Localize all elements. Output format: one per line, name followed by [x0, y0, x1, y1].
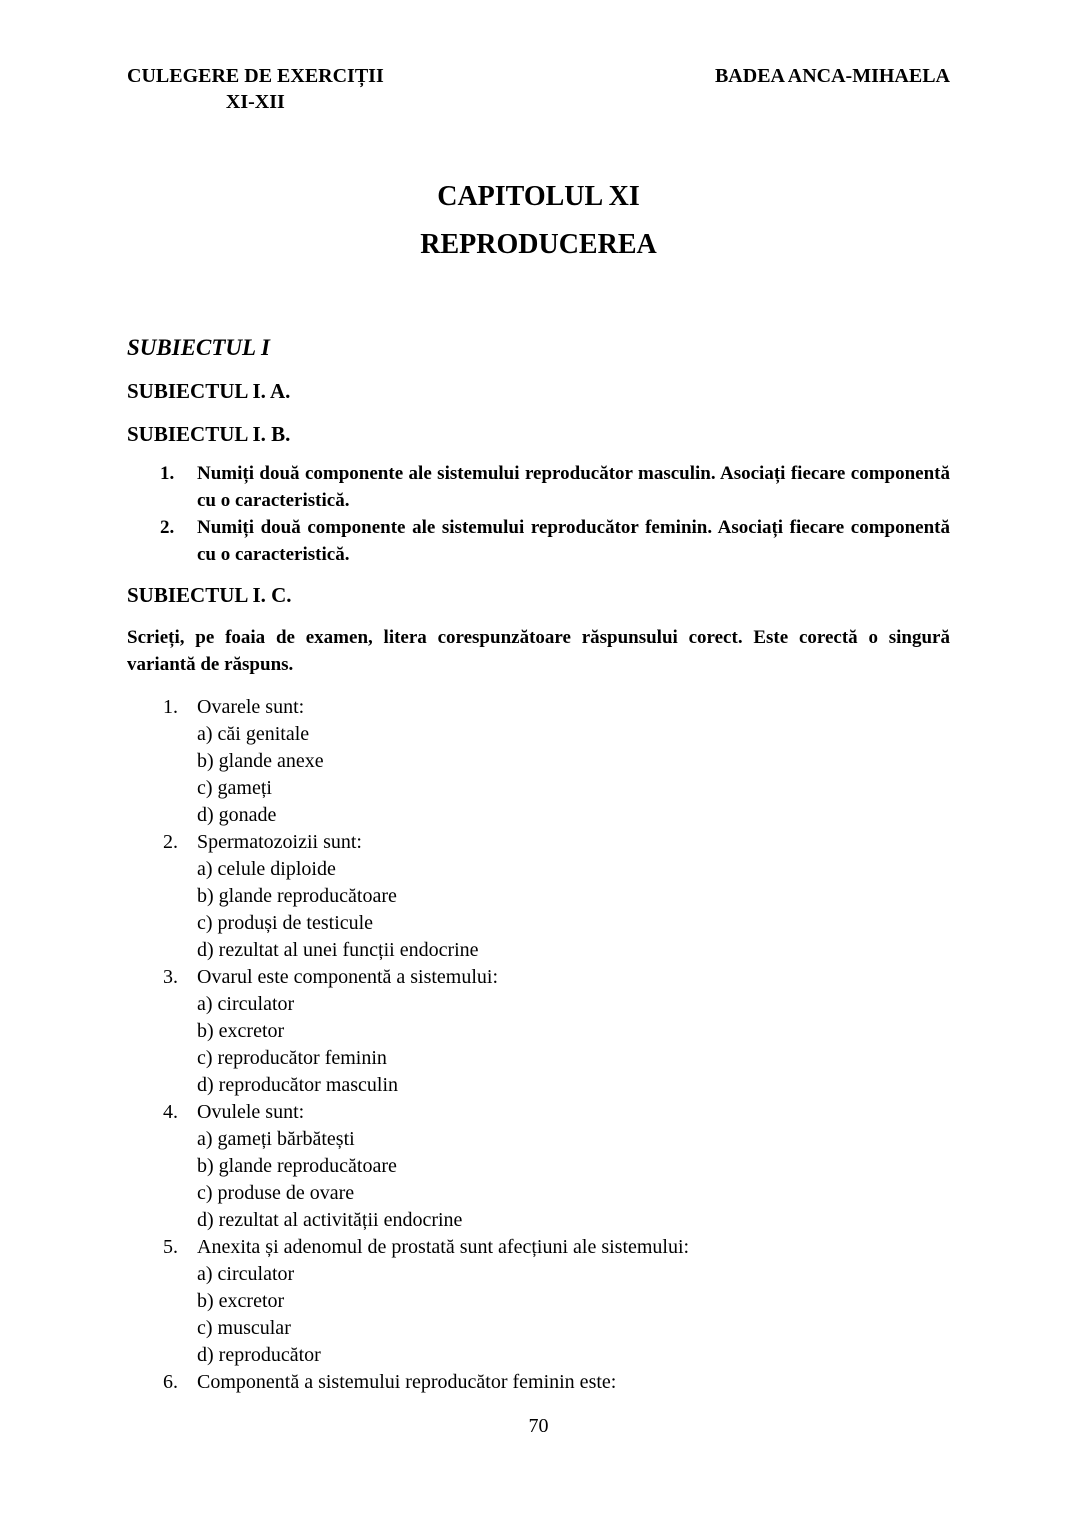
- question-item: [163, 694, 950, 829]
- section-heading-subiectul-i-b: SUBIECTUL I. B.: [127, 422, 291, 446]
- answer-option: b) glande reproducătoare: [197, 885, 397, 907]
- page-number: 70: [528, 1415, 549, 1437]
- answer-option: c) produse de ovare: [197, 1182, 355, 1204]
- instructions-text: Scrieți, pe foaia de examen, litera corespunzătoare răspunsului corect. Este corectă o singură variantă de răspuns.: [127, 627, 950, 675]
- chapter-title: CAPITOLUL XI: [437, 181, 640, 212]
- answer-option: c) gameți: [197, 777, 272, 799]
- answer-option: d) reproducător: [197, 1344, 321, 1366]
- header-course-title: [127, 63, 384, 115]
- question-text: Ovarul este componentă a sistemului:: [197, 966, 499, 988]
- task-number: 2.: [160, 517, 175, 538]
- answer-option: b) glande anexe: [197, 750, 324, 772]
- answer-option: d) rezultat al activității endocrine: [197, 1209, 463, 1231]
- answer-option: a) gameți bărbătești: [197, 1128, 355, 1150]
- header-course-line1: CULEGERE DE EXERCIȚII: [127, 65, 384, 87]
- answer-option: a) circulator: [197, 993, 295, 1015]
- question-text: Anexita și adenomul de prostată sunt afecțiuni ale sistemului:: [197, 1236, 690, 1258]
- question-number: 5.: [163, 1236, 178, 1258]
- task-text: Numiți două componente ale sistemului reproducător feminin. Asociați fiecare componentă cu o caracteristică.: [197, 517, 950, 565]
- header-author: BADEA ANCA-MIHAELA: [714, 65, 950, 87]
- question-text: Componentă a sistemului reproducător feminin este:: [197, 1371, 617, 1393]
- section-heading-subiectul-i-a: SUBIECTUL I. A.: [127, 379, 291, 403]
- question-row: [163, 964, 950, 991]
- question-number: 6.: [163, 1371, 178, 1393]
- answer-option: a) căi genitale: [197, 723, 310, 745]
- answer-option: c) muscular: [197, 1317, 291, 1339]
- question-number: 3.: [163, 966, 178, 988]
- page-header: [127, 63, 950, 115]
- answer-option: b) glande reproducătoare: [197, 1155, 397, 1177]
- question-item: [163, 1369, 950, 1396]
- answer-option: b) excretor: [197, 1290, 285, 1312]
- question-text: Ovarele sunt:: [197, 696, 305, 718]
- answer-option: c) reproducător feminin: [197, 1047, 387, 1069]
- question-text: Spermatozoizii sunt:: [197, 831, 362, 853]
- question-list: [127, 694, 950, 1396]
- answer-option: a) circulator: [197, 1263, 295, 1285]
- answer-option: d) gonade: [197, 804, 277, 826]
- task-text: Numiți două componente ale sistemului reproducător masculin. Asociați fiecare componentă cu o caracteristică.: [197, 463, 950, 511]
- section-heading-subiectul-i: SUBIECTUL I: [127, 335, 270, 360]
- section-heading-subiectul-i-c: SUBIECTUL I. C.: [127, 583, 292, 607]
- question-number: 1.: [163, 696, 178, 718]
- question-item: [163, 829, 950, 964]
- question-text: Ovulele sunt:: [197, 1101, 305, 1123]
- task-list: [127, 460, 950, 568]
- question-row: [163, 829, 950, 856]
- question-row: [163, 694, 950, 721]
- question-row: [163, 1099, 950, 1126]
- task-item: [127, 460, 950, 514]
- question-row: [163, 1369, 950, 1396]
- answer-option: d) rezultat al unei funcții endocrine: [197, 939, 479, 961]
- task-number: 1.: [160, 463, 175, 484]
- question-item: [163, 1099, 950, 1234]
- answer-option: a) celule diploide: [197, 858, 336, 880]
- answer-option: d) reproducător masculin: [197, 1074, 399, 1096]
- question-number: 4.: [163, 1101, 178, 1123]
- question-row: [163, 1234, 950, 1261]
- answer-option: c) produși de testicule: [197, 912, 374, 934]
- question-number: 2.: [163, 831, 178, 853]
- question-item: [163, 964, 950, 1099]
- chapter-subtitle: REPRODUCEREA: [420, 229, 657, 260]
- answer-option: b) excretor: [197, 1020, 285, 1042]
- header-course-line2: XI-XII: [225, 91, 285, 113]
- chapter-heading: [127, 180, 950, 262]
- question-item: [163, 1234, 950, 1369]
- task-item: [127, 514, 950, 568]
